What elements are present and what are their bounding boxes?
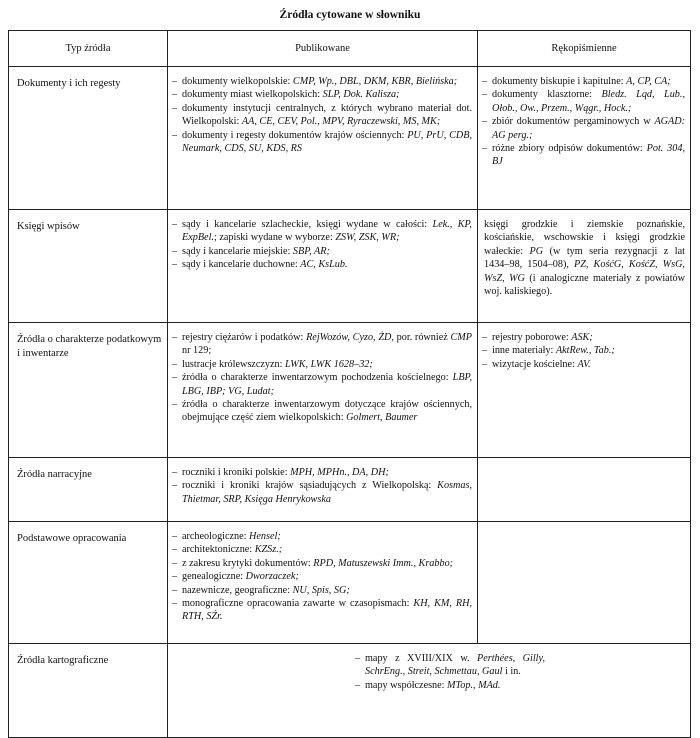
item-text: (i analogiczne materiały z powiatów woj. kaliskiego). xyxy=(484,272,685,298)
list-item xyxy=(182,371,472,398)
item-sigla: Hensel; xyxy=(249,531,281,542)
table-row xyxy=(9,210,691,323)
list-item xyxy=(182,543,472,556)
list-item xyxy=(492,344,685,357)
list-item xyxy=(182,358,472,371)
item-sigla: MTop., MAd. xyxy=(447,679,501,691)
list-item xyxy=(182,597,472,624)
item-text: (w tym seria rezygnacji z lat 1434–98, 1504–08), xyxy=(484,245,685,271)
item-sigla: AV. xyxy=(577,358,591,370)
source-type-cell: Źródła kartograficzne xyxy=(9,644,168,738)
item-sigla: AA, CE, CEV, Pol., MPV, Ryraczewski, MS, MK; xyxy=(241,116,441,128)
item-text: różne zbiory odpisów dokumentów: xyxy=(492,143,647,155)
table-row xyxy=(9,458,691,522)
list-item xyxy=(182,218,472,245)
item-sigla: CMP, Wp., DBL, DKM, KBR, Bielińska; xyxy=(292,76,458,87)
table-row xyxy=(9,644,691,738)
list-item xyxy=(182,466,472,479)
item-sigla: Dworzaczek; xyxy=(245,571,299,583)
item-text: wizytacje kościelne: xyxy=(492,358,578,370)
item-text: sądy i kancelarie szlacheckie, księgi wydane w całości: xyxy=(182,219,433,230)
item-sigla: ASK; xyxy=(571,332,593,343)
manuscript-cell xyxy=(478,67,691,210)
item-sigla: A, CP, CA; xyxy=(626,76,671,87)
item-text: genealogiczne: xyxy=(182,571,246,583)
manuscript-cell xyxy=(478,522,691,644)
item-sigla: Bledz. Lqd, Lub., Ołob., Ow., Przem., Wągr., Hock.; xyxy=(492,89,685,114)
item-text: ; zapiski wydane w wyborze: xyxy=(213,232,336,244)
item-sigla: RPD, Matuszewski Imm., Krabbo; xyxy=(313,557,454,569)
item-sigla: LWK, LWK 1628–32; xyxy=(284,358,373,370)
list-item xyxy=(182,102,472,129)
item-text: dokumenty biskupie i kapitulne: xyxy=(492,76,627,87)
item-sigla: MPH, MPHn., DA, DH; xyxy=(290,467,389,478)
cartographic-cell xyxy=(168,644,691,738)
header-published: Publikowane xyxy=(168,31,478,67)
item-text: i in. xyxy=(502,666,521,678)
item-text: sądy i kancelarie miejskie: xyxy=(182,245,293,257)
published-list xyxy=(168,323,477,429)
item-text: architektoniczne: xyxy=(182,544,255,556)
item-text: mapy współczesne: xyxy=(365,679,448,691)
table-row xyxy=(9,522,691,644)
table-row xyxy=(9,67,691,210)
item-sigla: PG xyxy=(529,245,544,257)
item-sigla: CMP xyxy=(450,332,472,343)
item-sigla: Kosmas, Thietmar, SRP, Księga Henrykowska xyxy=(182,480,472,505)
item-text: mapy z XVIII/XIX w. xyxy=(365,653,478,664)
list-item xyxy=(182,584,472,597)
source-type-cell: Księgi wpisów xyxy=(9,210,168,323)
published-cell xyxy=(168,67,478,210)
source-type-cell: Źródła narracyjne xyxy=(9,458,168,522)
sources-table xyxy=(8,30,691,738)
list-item xyxy=(182,398,472,425)
item-sigla: RejWozów, Cyzo, ŻD, xyxy=(306,332,394,343)
item-text: dokumenty instytucji centralnych, z których wybrano materiał dot. Wielkopolski: xyxy=(182,102,472,128)
header-manuscript: Rękopiśmienne xyxy=(478,31,691,67)
list-item xyxy=(182,129,472,156)
list-item xyxy=(182,88,472,101)
header-type: Typ źródła xyxy=(9,31,168,67)
item-text: źródła o charakterze inwentarzowym dotyczące krajów ościennych, obejmujące część ziem wielkopolskich: xyxy=(182,399,472,424)
manuscript-text xyxy=(478,210,690,298)
item-text: lustracje królewszczyzn: xyxy=(182,358,285,370)
item-sigla: AC, KsLub. xyxy=(300,259,348,271)
item-sigla: Golmert, Baumer xyxy=(346,412,418,424)
item-sigla: PU, PrU, CDB, Neumark, CDS, SU, KDS, RS xyxy=(182,129,472,155)
list-item xyxy=(182,557,472,570)
item-sigla: SBP, AR; xyxy=(292,245,330,257)
item-sigla: PZ, KośćG, KośćZ, WsG, WsZ, WG xyxy=(484,259,685,284)
list-item xyxy=(182,530,472,543)
item-text: monograficzne opracowania zawarte w czasopismach: xyxy=(182,598,414,610)
manuscript-list xyxy=(478,67,690,173)
item-text: archeologiczne: xyxy=(182,531,250,542)
item-sigla: Perthées, Gilly, SchrEng., Streit, Schmettau, Gaul xyxy=(365,653,546,678)
item-text: dokumenty wielkopolskie: xyxy=(182,76,293,87)
item-text: roczniki i kroniki krajów sąsiadujących z Wielkopolską: xyxy=(182,480,438,492)
item-text: z zakresu krytyki dokumentów: xyxy=(182,557,314,569)
item-sigla: ZSW, ZSK, WR; xyxy=(335,232,400,244)
published-cell xyxy=(168,522,478,644)
list-item xyxy=(492,331,685,344)
item-sigla: LBP, LBG, IBP; VG, Ludat; xyxy=(182,372,472,397)
manuscript-cell xyxy=(478,210,691,323)
item-sigla: AGAD: AG perg.; xyxy=(492,116,685,141)
list-item xyxy=(492,88,685,115)
item-text: źródła o charakterze inwentarzowym pochodzenia kościelnego: xyxy=(182,372,453,384)
item-sigla: SLP, Dok. Kalisza; xyxy=(322,89,400,101)
item-sigla: NU, Spis, SG; xyxy=(292,584,350,596)
published-cell xyxy=(168,323,478,458)
page-title: Źródła cytowane w słowniku xyxy=(279,9,421,21)
item-text: sądy i kancelarie duchowne: xyxy=(182,259,301,271)
item-text: zbiór dokumentów pergaminowych w xyxy=(492,116,655,128)
item-sigla: AktRew., Tab.; xyxy=(555,345,615,357)
manuscript-list xyxy=(478,323,690,375)
published-list xyxy=(168,522,477,628)
item-text: nazewnicze, geograficzne: xyxy=(182,584,293,596)
table-row xyxy=(9,323,691,458)
list-item xyxy=(492,115,685,142)
item-sigla: KZSz.; xyxy=(254,544,283,556)
source-type-cell: Źródła o charakterze podatkowym i inwentarze xyxy=(9,323,168,458)
list-item xyxy=(182,331,472,358)
list-item xyxy=(182,245,472,258)
list-item xyxy=(492,142,685,169)
list-item xyxy=(365,652,545,679)
list-item xyxy=(365,679,545,692)
source-type-cell: Podstawowe opracowania xyxy=(9,522,168,644)
list-item xyxy=(492,358,685,371)
list-item xyxy=(182,258,472,271)
item-text: nr 129; xyxy=(182,345,212,357)
manuscript-cell xyxy=(478,458,691,522)
cartographic-list xyxy=(353,652,545,692)
item-sigla: Lek., KP, ExpBel. xyxy=(182,219,472,244)
item-text: dokumenty i regesty dokumentów krajów ościennych: xyxy=(182,129,408,141)
item-sigla: KH, KM, RH, RTH, SŹr. xyxy=(182,598,472,623)
item-text: dokumenty klasztorne: xyxy=(492,89,602,101)
source-type-cell: Dokumenty i ich regesty xyxy=(9,67,168,210)
list-item xyxy=(182,479,472,506)
list-item xyxy=(182,75,472,88)
list-item xyxy=(182,570,472,583)
header-row xyxy=(9,31,691,67)
item-text: inne materiały: xyxy=(492,345,556,357)
item-text: księgi grodzkie i ziemskie poznańskie, kościańskie, wschowskie i księgi grodzkie wałeckie: xyxy=(484,219,685,257)
item-text: rejestry ciężarów i podatków: xyxy=(182,332,307,343)
list-item xyxy=(492,75,685,88)
item-text: roczniki i kroniki polskie: xyxy=(182,467,291,478)
published-list xyxy=(168,458,477,510)
published-cell xyxy=(168,210,478,323)
published-list xyxy=(168,210,477,276)
published-list xyxy=(168,67,477,159)
item-text: dokumenty miast wielkopolskich: xyxy=(182,89,323,101)
item-text: por. również xyxy=(393,332,451,343)
item-text: rejestry poborowe: xyxy=(492,332,572,343)
item-sigla: Pot. 304, BJ xyxy=(492,143,686,168)
published-cell xyxy=(168,458,478,522)
manuscript-cell xyxy=(478,323,691,458)
